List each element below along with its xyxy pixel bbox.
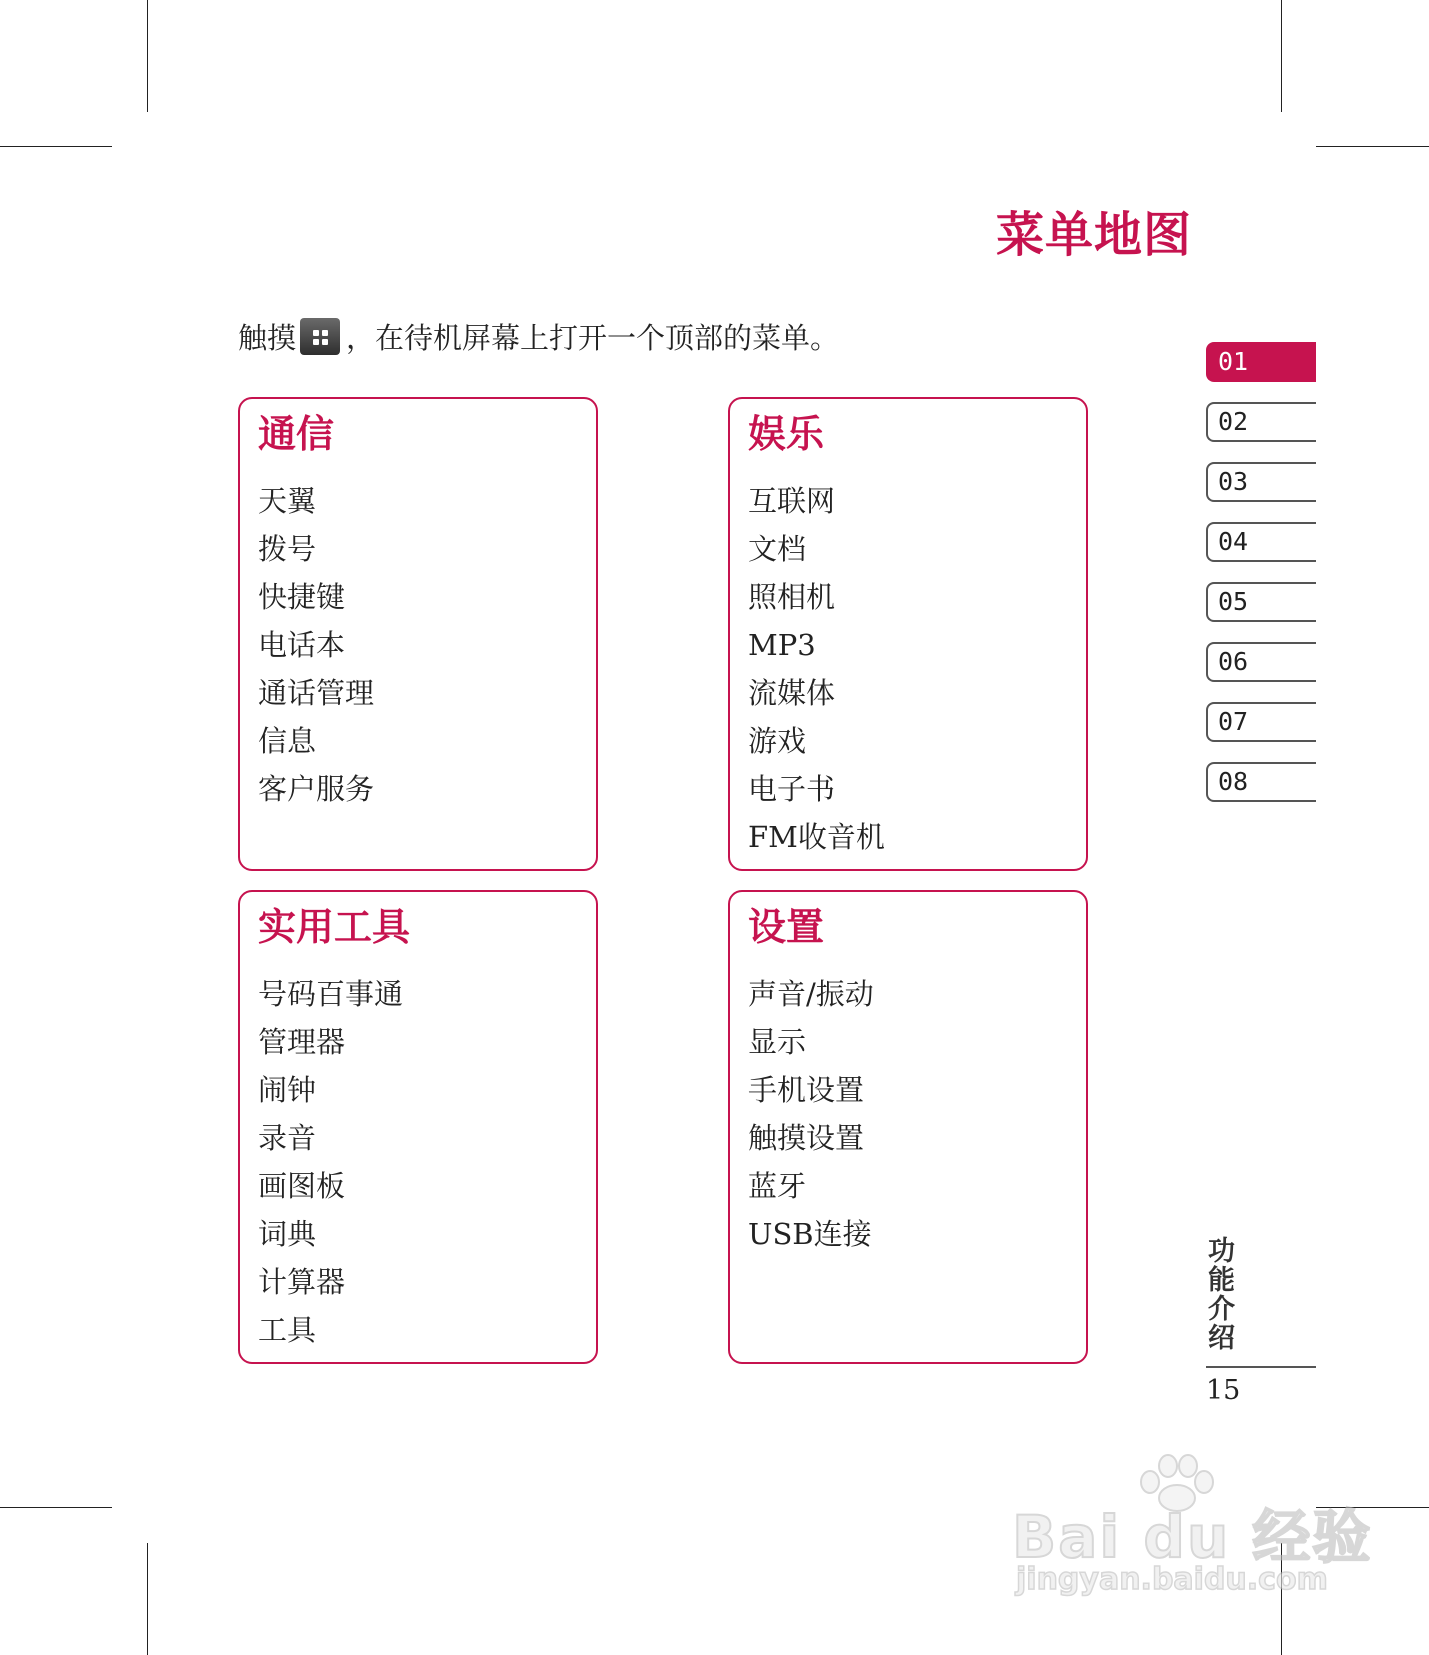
watermark [1012,1452,1373,1597]
section-title: 通信 [258,411,335,456]
menu-item: 蓝牙 [748,1169,807,1203]
menu-item: 闹钟 [258,1073,317,1107]
menu-item: 文档 [748,532,807,566]
menu-item: 信息 [258,724,317,758]
watermark-url: jingyan.baidu.com [1016,1562,1328,1597]
section-settings [728,890,1088,1364]
chapter-tab-04[interactable]: 04 [1206,522,1316,562]
section-entertainment [728,397,1088,871]
menu-item: 拨号 [258,532,317,566]
chapter-tab-08[interactable]: 08 [1206,762,1316,802]
section-communication [238,397,598,871]
menu-list [748,477,885,861]
menu-item: 游戏 [748,724,807,758]
menu-item: 画图板 [258,1169,346,1203]
section-title: 娱乐 [748,411,825,456]
intro-text [238,316,839,357]
crop-mark [1316,146,1429,147]
chapter-tabs [1206,342,1316,822]
menu-item: 手机设置 [748,1073,865,1107]
menu-item: 工具 [258,1313,317,1347]
menu-item: 录音 [258,1121,317,1155]
menu-item: 电子书 [748,772,836,806]
section-tools [238,890,598,1364]
chapter-tab-06[interactable]: 06 [1206,642,1316,682]
intro-before-icon: 触摸 [238,321,297,355]
menu-item: 天翼 [258,484,317,518]
menu-list [258,477,374,813]
chapter-tab-02[interactable]: 02 [1206,402,1316,442]
menu-item: 计算器 [258,1265,346,1299]
menu-item: 照相机 [748,580,836,614]
page-number: 15 [1206,1375,1241,1406]
menu-item: 声音/振动 [748,977,874,1011]
chapter-tab-07[interactable]: 07 [1206,702,1316,742]
page-title: 菜单地图 [995,207,1192,263]
side-section-label: 功能介绍 [1203,1236,1234,1352]
divider [1206,1366,1316,1368]
menu-item: 流媒体 [748,676,836,710]
menu-item: 互联网 [748,484,836,518]
menu-item: 通话管理 [258,676,375,710]
crop-mark [0,146,112,147]
menu-item: 管理器 [258,1025,346,1059]
menu-list [748,970,874,1258]
crop-mark [147,0,148,112]
watermark-brand: Bai du 经验 [1012,1503,1373,1571]
chapter-tab-03[interactable]: 03 [1206,462,1316,502]
menu-item: 客户服务 [258,772,375,806]
menu-item: 显示 [748,1025,807,1059]
section-title: 设置 [748,904,825,949]
menu-item: 电话本 [258,628,346,662]
crop-mark [0,1507,112,1508]
menu-grid-icon [300,318,340,355]
intro-after-icon: ，在待机屏幕上打开一个顶部的菜单。 [346,321,840,355]
menu-item: MP3 [748,628,816,662]
menu-item: 快捷键 [258,580,346,614]
menu-item: 触摸设置 [748,1121,865,1155]
section-title: 实用工具 [258,904,411,949]
crop-mark [1281,0,1282,112]
crop-mark [147,1543,148,1655]
menu-item: 号码百事通 [258,977,404,1011]
chapter-tab-01[interactable]: 01 [1206,342,1316,382]
menu-list [258,970,403,1354]
menu-item: FM收音机 [748,820,885,854]
menu-item: USB连接 [748,1217,872,1251]
menu-item: 词典 [258,1217,317,1251]
chapter-tab-05[interactable]: 05 [1206,582,1316,622]
